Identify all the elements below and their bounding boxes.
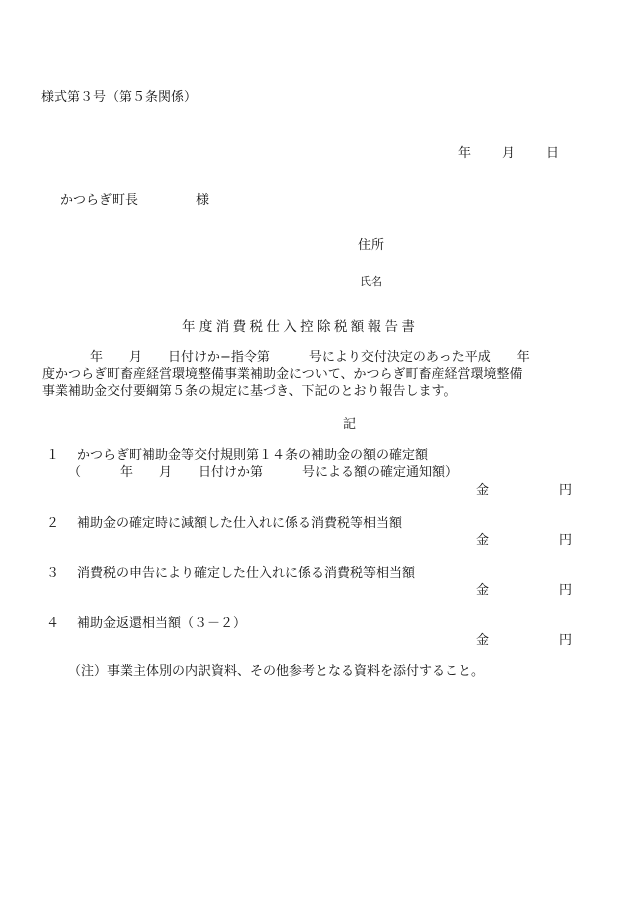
item-number: ３ [46,566,60,581]
item-3 [46,567,415,580]
item-2-amount [476,534,576,547]
date-day: 日 [546,146,560,161]
kin-label: 金 [476,633,490,648]
name-label: 氏名 [360,275,382,288]
item-text: 補助金の確定時に減額した仕入れに係る消費税等相当額 [77,516,403,531]
item-4-amount [476,634,576,647]
date-fields [458,147,559,160]
item-2 [46,517,402,530]
kin-label: 金 [476,483,490,498]
item-1 [46,449,428,462]
item-4 [46,617,246,630]
item-3-amount [476,584,576,597]
item-text: かつらぎ町補助金等交付規則第１４条の補助金の額の確定額 [77,448,429,463]
document-title: 年度消費税仕入控除税額報告書 [182,319,419,335]
intro-paragraph [42,351,612,402]
item-text: 補助金返還相当額（３－２） [77,616,247,631]
yen-label: 円 [559,633,573,648]
item-number: ４ [46,616,60,631]
intro-line-2: 度かつらぎ町畜産経営環境整備事業補助金について、かつらぎ町畜産経営環境整備 [42,367,523,382]
addressee [60,194,209,207]
intro-line-3: 事業補助金交付要綱第５条の規定に基づき、下記のとおり報告します。 [42,384,457,399]
yen-label: 円 [559,483,573,498]
form-number: 様式第３号（第５条関係） [41,90,198,105]
yen-label: 円 [559,583,573,598]
item-number: １ [46,448,60,463]
addressee-honorific: 様 [196,193,210,208]
ki-heading: 記 [343,417,357,432]
intro-line-1: 年 月 日付けか−指令第 号により交付決定のあった平成 年 [90,350,530,365]
item-number: ２ [46,516,60,531]
kin-label: 金 [476,533,490,548]
item-1-subtext: （ 年 月 日付けか第 号による額の確定通知額） [68,465,459,480]
date-month: 月 [502,146,516,161]
yen-label: 円 [559,533,573,548]
item-text: 消費税の申告により確定した仕入れに係る消費税等相当額 [77,566,416,581]
date-year: 年 [458,146,472,161]
address-label: 住所 [358,238,385,253]
kin-label: 金 [476,583,490,598]
addressee-name: かつらぎ町長 [60,193,139,208]
note: （注）事業主体別の内訳資料、その他参考となる資料を添付すること。 [68,664,485,679]
item-1-amount [476,484,576,497]
